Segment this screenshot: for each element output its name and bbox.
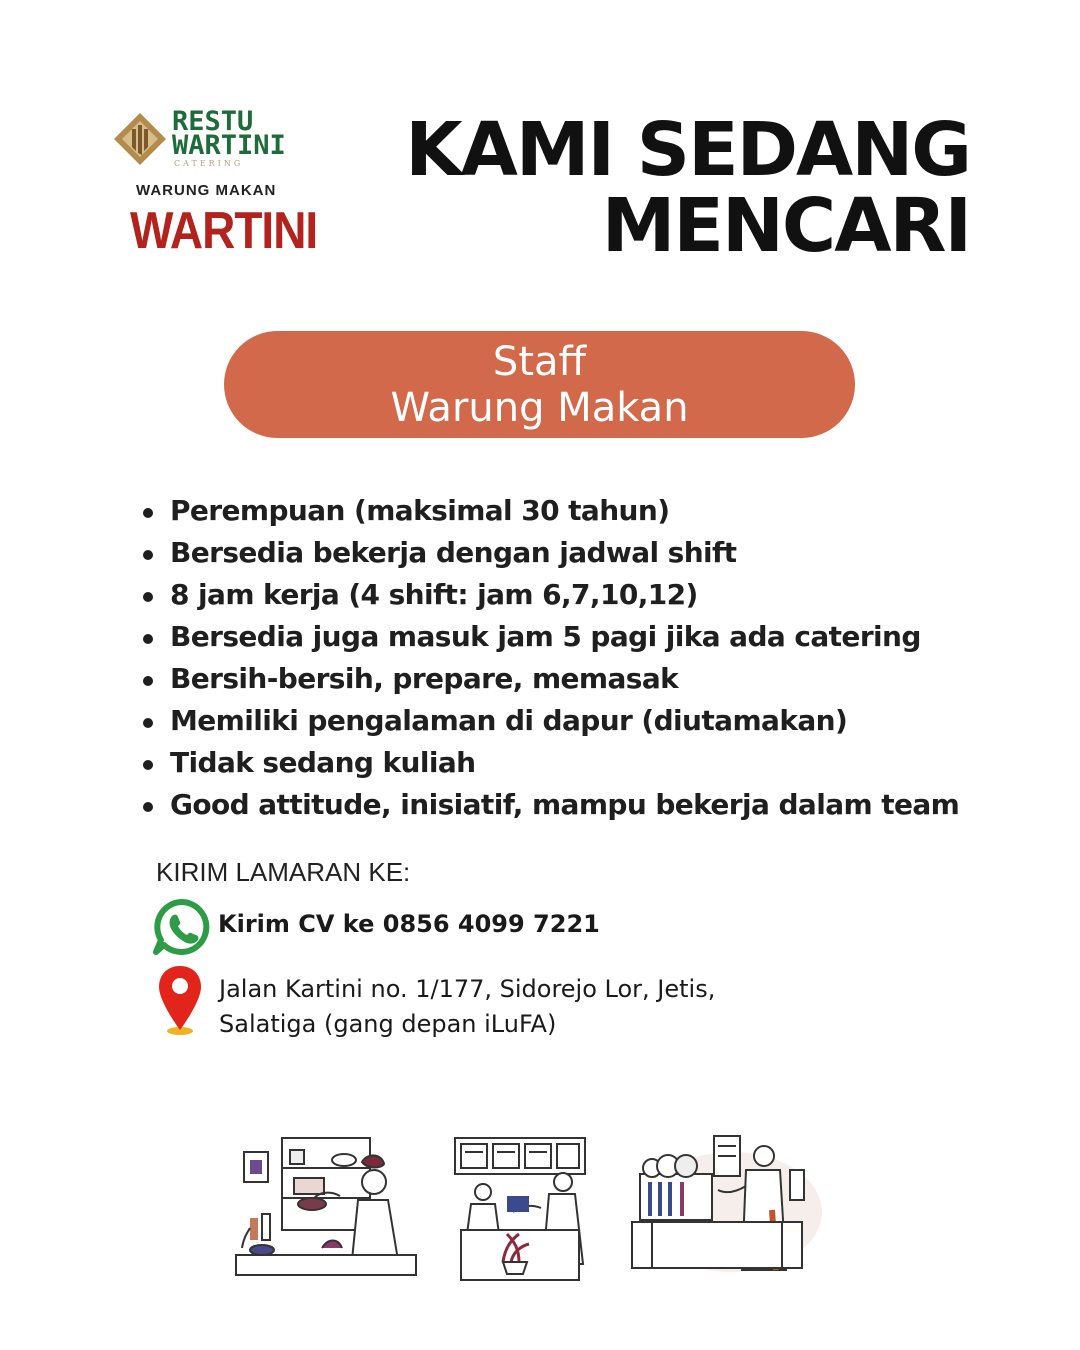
- requirement-item: Perempuan (maksimal 30 tahun): [140, 490, 959, 532]
- requirement-item: Tidak sedang kuliah: [140, 742, 959, 784]
- requirement-item: Memiliki pengalaman di dapur (diutamakan): [140, 700, 959, 742]
- requirement-item: Bersedia juga masuk jam 5 pagi jika ada catering: [140, 616, 959, 658]
- address-text: [219, 972, 715, 1042]
- warung-makan-label: WARUNG MAKAN: [136, 182, 277, 199]
- requirements-list: [140, 490, 959, 826]
- position-line-2: Warung Makan: [390, 384, 689, 431]
- whatsapp-icon: [152, 898, 210, 956]
- wartini-wordmark: WARTINI: [130, 201, 318, 260]
- requirement-item: Bersedia bekerja dengan jadwal shift: [140, 532, 959, 574]
- whatsapp-contact[interactable]: [152, 898, 600, 956]
- position-pill: [224, 331, 855, 438]
- headline-line-2: MENCARI: [601, 183, 970, 269]
- location-pin-icon: [156, 964, 204, 1036]
- requirement-item: Bersih-bersih, prepare, memasak: [140, 658, 959, 700]
- address-line-1: Jalan Kartini no. 1/177, Sidorejo Lor, Jetis,: [219, 975, 716, 1003]
- headline-line-1: KAMI SEDANG: [405, 107, 970, 193]
- brand-name-wartini: WARTINI: [172, 130, 286, 161]
- address-line-2: Salatiga (gang depan iLuFA): [219, 1010, 557, 1038]
- headline: [405, 107, 970, 269]
- apply-label: KIRIM LAMARAN KE:: [156, 857, 411, 887]
- brand-subtitle: CATERING: [174, 159, 244, 168]
- coffee-bar-illustration: [445, 1130, 595, 1288]
- kitchen-cook-illustration: [232, 1130, 422, 1285]
- position-line-1: Staff: [492, 338, 587, 385]
- whatsapp-text: Kirim CV ke 0856 4099 7221: [218, 910, 600, 938]
- dishwashing-illustration: [622, 1130, 822, 1280]
- requirement-item: 8 jam kerja (4 shift: jam 6,7,10,12): [140, 574, 959, 616]
- requirement-item: Good attitude, inisiatif, mampu bekerja dalam team: [140, 784, 959, 826]
- brand-name-restu: RESTU: [172, 106, 254, 137]
- address-contact: [152, 964, 715, 1042]
- brand-logo: [112, 106, 318, 260]
- diamond-logo-icon: [112, 111, 168, 167]
